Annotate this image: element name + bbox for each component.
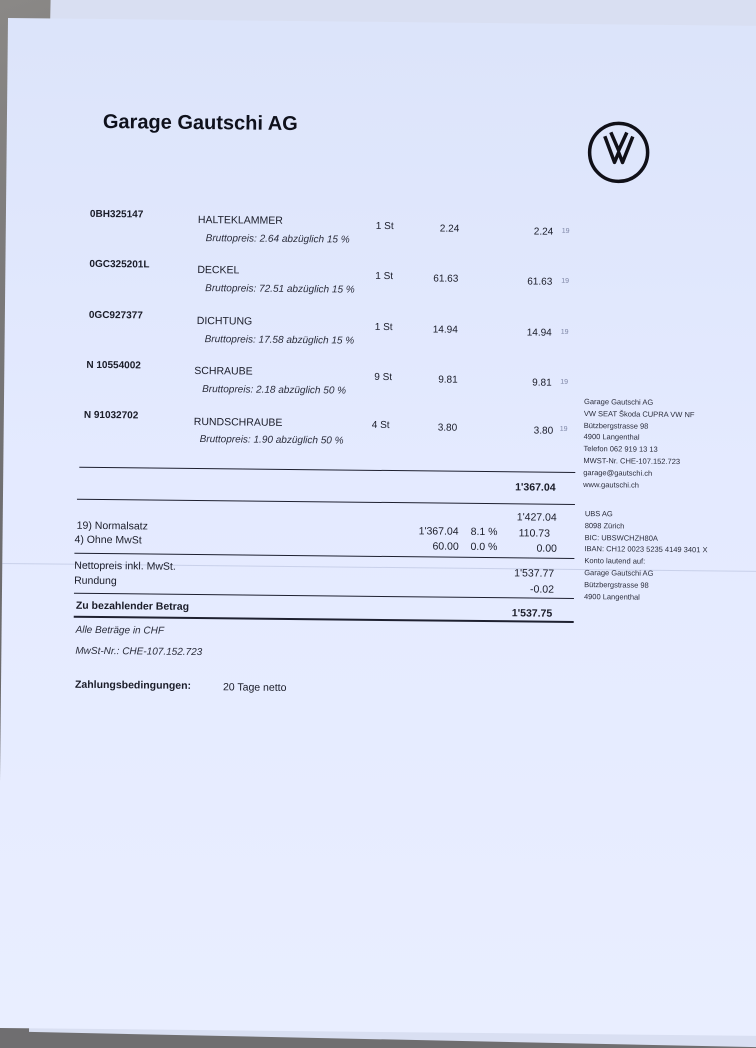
vat-code: 19 bbox=[560, 328, 569, 336]
vat-amount: 0.00 bbox=[536, 542, 557, 555]
bank-line: Garage Gautschi AG bbox=[584, 568, 654, 578]
net-price-value: 1'537.77 bbox=[514, 567, 555, 580]
company-name: Garage Gautschi AG bbox=[102, 111, 298, 136]
subtotal-incl-fees: 1'427.04 bbox=[516, 511, 557, 524]
invoice-page bbox=[0, 18, 756, 1036]
item-unit-price: 14.94 bbox=[432, 324, 458, 336]
bank-line: UBS AG bbox=[584, 509, 613, 519]
currency-note: Alle Beträge in CHF bbox=[75, 624, 165, 637]
vat-label: 19) Normalsatz bbox=[76, 519, 148, 533]
part-number: N 10554002 bbox=[86, 359, 141, 372]
rounding-label: Rundung bbox=[74, 574, 117, 588]
payment-terms-value: 20 Tage netto bbox=[222, 681, 287, 694]
item-description: DICHTUNG bbox=[196, 314, 253, 328]
item-quantity: 1 St bbox=[374, 321, 393, 334]
bank-details-block bbox=[584, 508, 708, 604]
gross-price-note: Bruttopreis: 2.18 abzüglich 50 % bbox=[202, 384, 347, 397]
item-quantity: 1 St bbox=[375, 270, 394, 283]
payment-terms-label: Zahlungsbedingungen: bbox=[74, 678, 192, 692]
address-line: Garage Gautschi AG bbox=[583, 397, 654, 407]
item-quantity: 4 St bbox=[371, 419, 390, 432]
divider bbox=[74, 616, 574, 623]
vat-base: 60.00 bbox=[432, 540, 459, 553]
bank-line: IBAN: CH12 0023 5235 4149 3401 X bbox=[584, 544, 708, 555]
address-line: 4900 Langenthal bbox=[583, 432, 640, 443]
bank-line: 8098 Zürich bbox=[584, 520, 625, 531]
bank-line: Konto lautend auf: bbox=[584, 556, 646, 566]
address-line: MWST-Nr. CHE-107.152.723 bbox=[583, 456, 681, 467]
item-unit-price: 9.81 bbox=[438, 374, 458, 386]
item-description: SCHRAUBE bbox=[194, 364, 253, 378]
company-address-block bbox=[583, 396, 695, 492]
vat-label: 4) Ohne MwSt bbox=[74, 533, 142, 547]
address-line: www.gautschi.ch bbox=[583, 479, 640, 490]
address-line: garage@gautschi.ch bbox=[583, 467, 653, 478]
item-description: HALTEKLAMMER bbox=[197, 213, 283, 227]
vw-logo-icon bbox=[586, 120, 651, 185]
bank-line: BIC: UBSWCHZH80A bbox=[584, 532, 658, 543]
item-total: 61.63 bbox=[527, 276, 553, 288]
vat-code: 19 bbox=[561, 227, 570, 235]
part-number: 0GC927377 bbox=[88, 309, 143, 322]
subtotal-amount: 1'367.04 bbox=[515, 481, 556, 494]
gross-price-note: Bruttopreis: 72.51 abzüglich 15 % bbox=[205, 283, 355, 296]
divider bbox=[79, 467, 575, 473]
address-line: Telefon 062 919 13 13 bbox=[583, 444, 658, 455]
divider bbox=[74, 593, 574, 599]
net-price-label: Nettopreis inkl. MwSt. bbox=[74, 559, 176, 573]
bank-line: 4900 Langenthal bbox=[583, 591, 640, 602]
item-unit-price: 61.63 bbox=[433, 273, 459, 285]
item-description: RUNDSCHRAUBE bbox=[193, 415, 283, 429]
rounding-value: -0.02 bbox=[529, 583, 555, 596]
gross-price-note: Bruttopreis: 17.58 abzüglich 15 % bbox=[204, 334, 355, 347]
item-description: DECKEL bbox=[197, 263, 240, 277]
gross-price-note: Bruttopreis: 1.90 abzüglich 50 % bbox=[199, 434, 344, 447]
item-total: 3.80 bbox=[533, 425, 554, 437]
vat-number-note: MwSt-Nr.: CHE-107.152.723 bbox=[75, 645, 203, 659]
item-unit-price: 2.24 bbox=[439, 223, 460, 235]
vat-rate: 0.0 % bbox=[470, 540, 498, 554]
part-number: 0BH325147 bbox=[89, 208, 144, 221]
vat-rate: 8.1 % bbox=[470, 525, 498, 539]
item-quantity: 1 St bbox=[375, 220, 394, 233]
divider bbox=[74, 553, 574, 559]
item-total: 9.81 bbox=[532, 377, 552, 389]
part-number: N 91032702 bbox=[83, 409, 139, 422]
bank-line: Bützbergstrasse 98 bbox=[584, 579, 649, 590]
address-line: Bützbergstrasse 98 bbox=[583, 420, 649, 431]
item-total: 14.94 bbox=[526, 327, 552, 339]
vat-code: 19 bbox=[560, 378, 569, 386]
item-unit-price: 3.80 bbox=[437, 422, 458, 434]
item-quantity: 9 St bbox=[374, 371, 393, 384]
vat-amount: 110.73 bbox=[518, 527, 551, 540]
amount-due-value: 1'537.75 bbox=[511, 607, 553, 620]
amount-due-label: Zu bezahlender Betrag bbox=[75, 599, 190, 613]
address-line: VW SEAT Škoda CUPRA VW NF bbox=[583, 408, 695, 420]
gross-price-note: Bruttopreis: 2.64 abzüglich 15 % bbox=[205, 233, 350, 246]
vat-base: 1'367.04 bbox=[418, 525, 459, 538]
vat-code: 19 bbox=[561, 277, 570, 285]
vat-code: 19 bbox=[559, 425, 568, 433]
part-number: 0GC325201L bbox=[89, 258, 150, 271]
item-total: 2.24 bbox=[533, 226, 554, 238]
divider bbox=[77, 499, 575, 505]
